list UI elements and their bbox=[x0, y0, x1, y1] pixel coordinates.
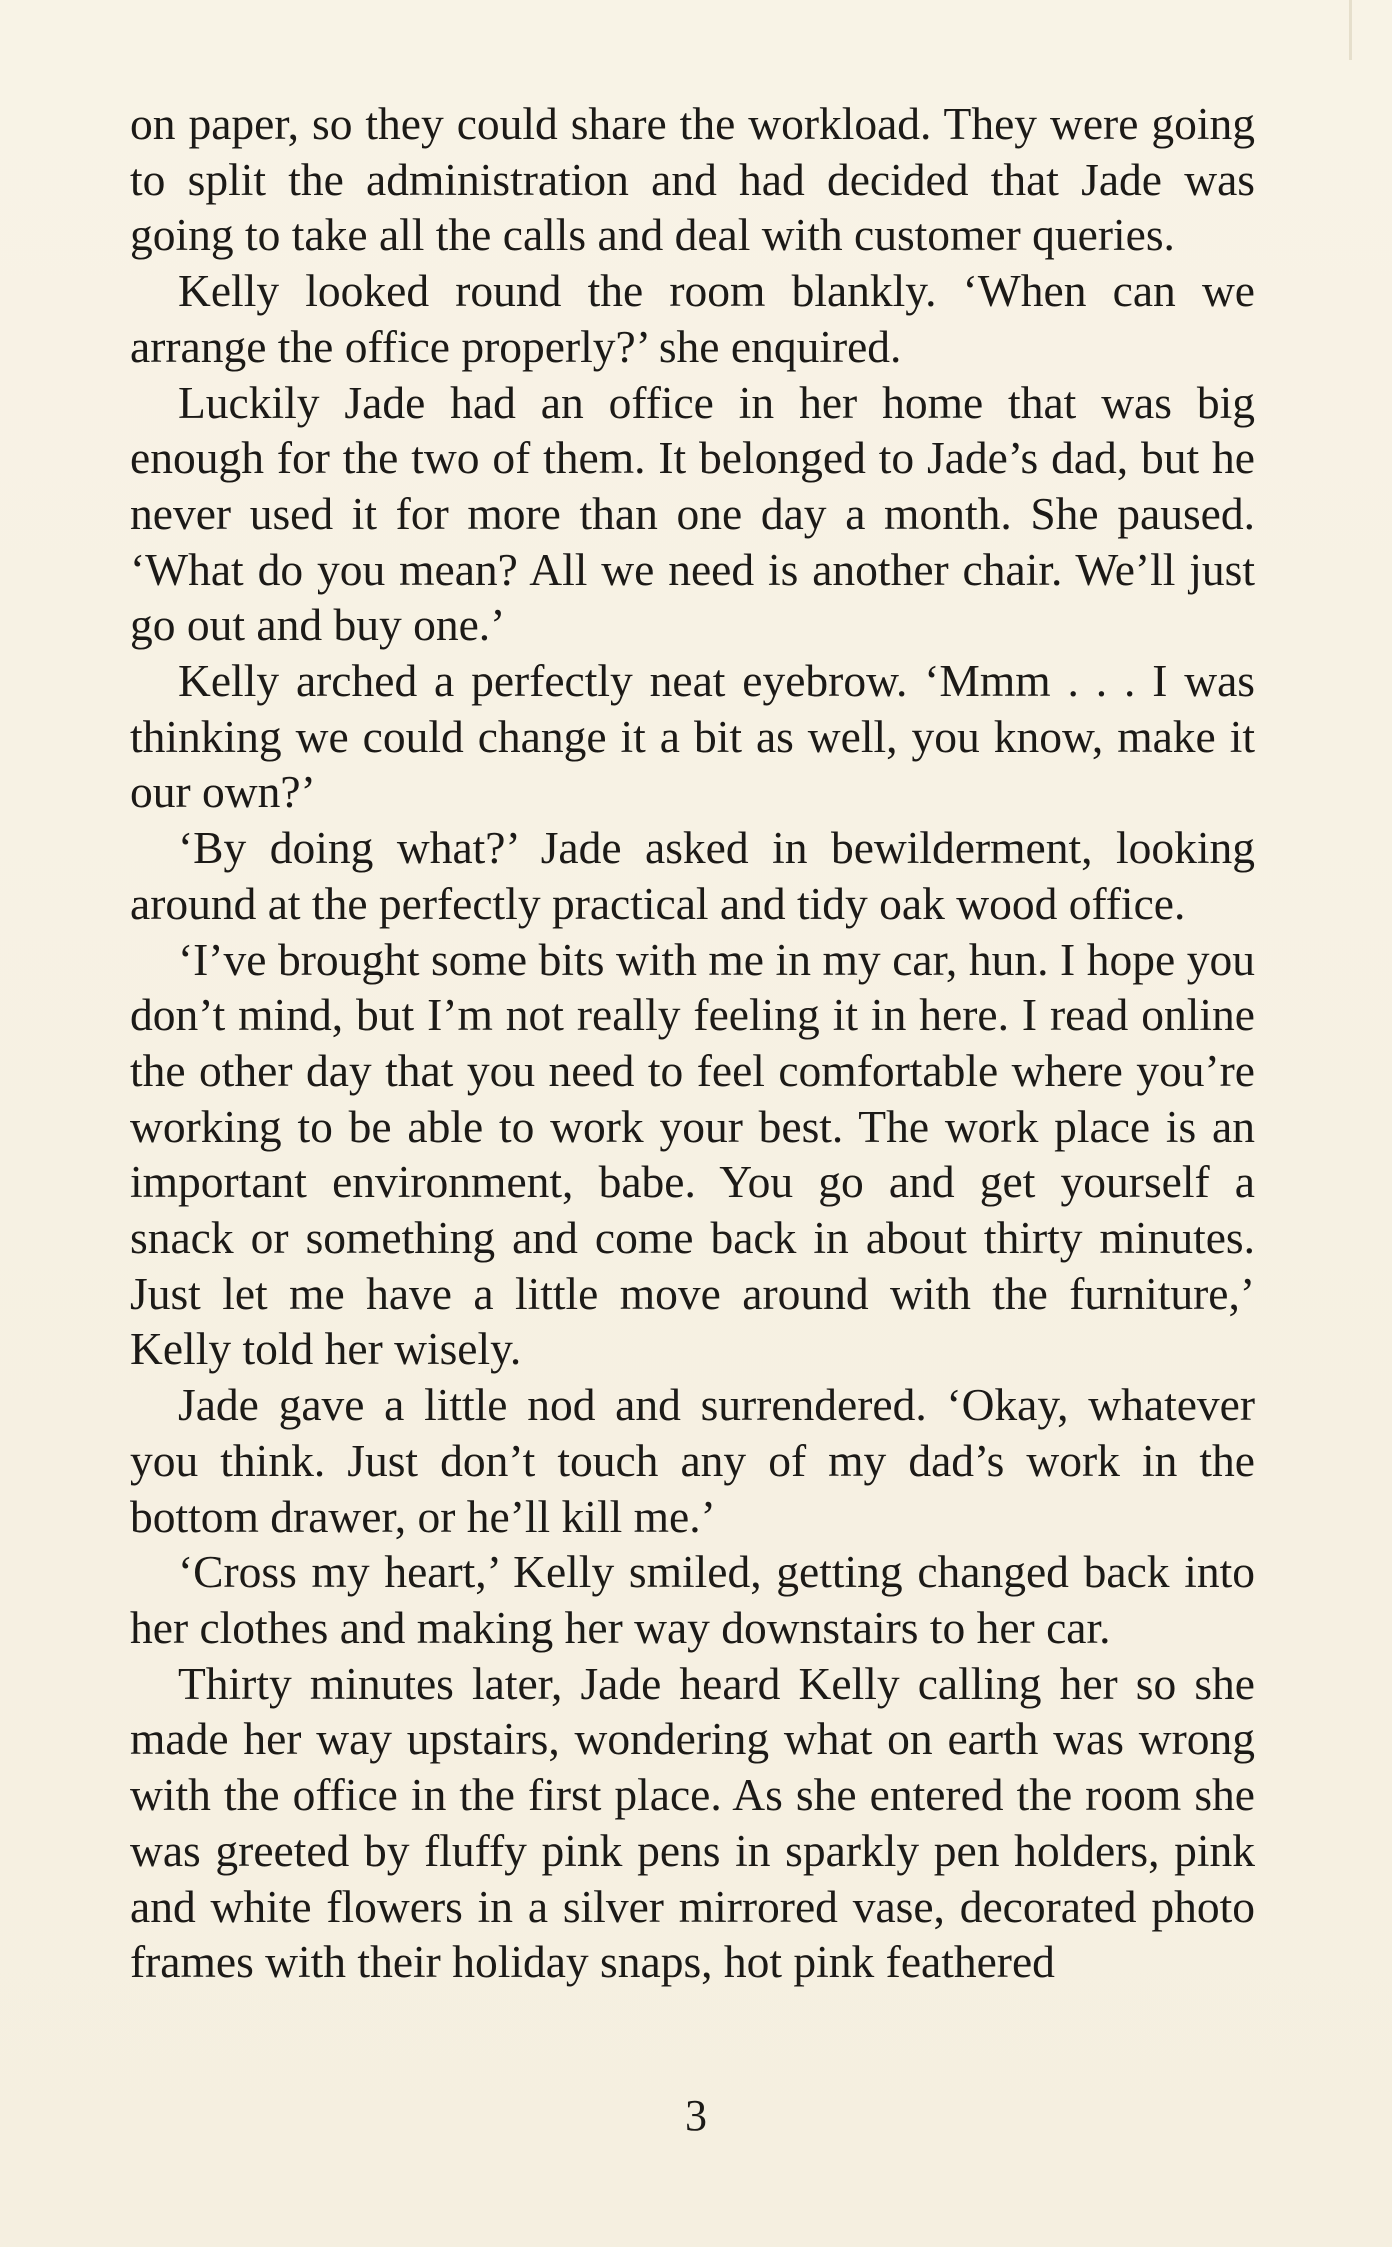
paragraph: Thirty minutes later, Jade heard Kelly calling her so she made her way upstairs, wondering what on earth was wrong with the office in the first place. As she entered the room she was greeted by fluffy pink pens in sparkly pen holders, pink and white flowers in a silver mirrored vase, decorated photo frames with their holiday snaps, hot pink feathered bbox=[130, 1657, 1255, 1988]
paragraph: ‘Cross my heart,’ Kelly smiled, getting changed back into her clothes and making her way downstairs to her car. bbox=[130, 1546, 1255, 1653]
paragraph: on paper, so they could share the workload. They were going to split the administration and had decided that Jade was going to take all the calls and deal with customer queries. bbox=[130, 98, 1255, 261]
paragraph: Kelly looked round the room blankly. ‘When can we arrange the office properly?’ she enquired. bbox=[130, 265, 1255, 372]
paragraph: ‘By doing what?’ Jade asked in bewilderment, looking around at the perfectly practical and tidy oak wood office. bbox=[130, 822, 1255, 929]
paragraph: Luckily Jade had an office in her home that was big enough for the two of them. It belonged to Jade’s dad, but he never used it for more than one day a month. She paused. ‘What do you mean? All we need is another chair. We’ll just go out and buy one.’ bbox=[130, 376, 1255, 651]
paragraph: Kelly arched a perfectly neat eyebrow. ‘Mmm . . . I was thinking we could change it a bit as well, you know, make it our own?’ bbox=[130, 655, 1255, 818]
page-number: 3 bbox=[685, 2091, 707, 2140]
paragraph: ‘I’ve brought some bits with me in my car, hun. I hope you don’t mind, but I’m not really feeling it in here. I read online the other day that you need to feel comfortable where you’re working to be able to work your best. The work place is an important environment, babe. You go and get yourself a snack or something and come back in about thirty minutes. Just let me have a little move around with the furniture,’ Kelly told her wisely. bbox=[130, 933, 1255, 1375]
page-edge-mark bbox=[1349, 0, 1352, 60]
paragraph: Jade gave a little nod and surrendered. ‘Okay, whatever you think. Just don’t touch any of my dad’s work in the bottom drawer, or he’ll kill me.’ bbox=[130, 1379, 1255, 1542]
body-text bbox=[130, 96, 1255, 1990]
